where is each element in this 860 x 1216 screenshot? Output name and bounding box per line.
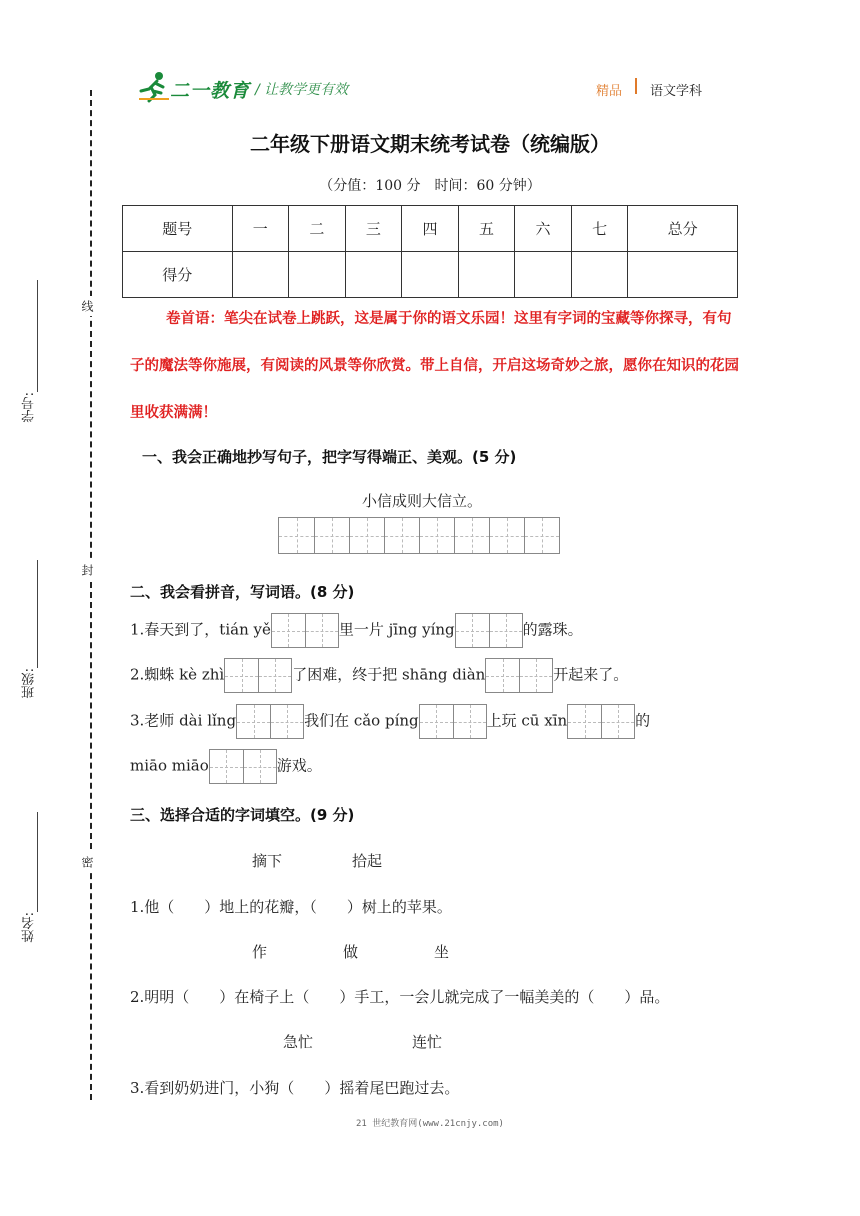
pinyin-question-3-cont (130, 749, 322, 784)
choice-word: 连忙 (412, 1033, 443, 1051)
grid-cell[interactable] (210, 750, 243, 783)
choice-word: 作 (252, 943, 268, 961)
grid-cell[interactable] (420, 705, 453, 738)
choice-word: 拾起 (352, 852, 383, 870)
grid-cell[interactable] (237, 705, 270, 738)
section2-heading: 二、我会看拼音，写词语。(8 分) (130, 583, 355, 601)
class-line[interactable] (37, 560, 38, 668)
choice-word: 做 (343, 943, 359, 961)
class-label: 班级: (22, 668, 37, 699)
section1-heading: 一、我会正确地抄写句子，把字写得端正、美观。(5 分) (142, 448, 517, 466)
grid-cell[interactable] (258, 659, 291, 692)
q1-part: 1.春天到了，tián yě (130, 620, 271, 639)
grid-cell[interactable] (314, 518, 349, 553)
name-line[interactable] (37, 812, 38, 912)
q3-part: 的 (635, 711, 651, 730)
answer-grid[interactable] (567, 704, 635, 739)
score-table-score-row (123, 252, 738, 298)
tag-subject: 语文学科 (650, 84, 703, 99)
answer-grid[interactable] (485, 658, 553, 693)
pinyin-question-2 (130, 658, 628, 693)
answer-grid[interactable] (271, 613, 339, 648)
binding-mark-feng: 封 (79, 560, 96, 580)
grid-cell[interactable] (225, 659, 258, 692)
score-row-label: 得分 (123, 252, 233, 298)
grid-cell[interactable] (272, 614, 305, 647)
pinyin-question-3 (130, 704, 650, 739)
score-cell: 六 (515, 206, 572, 252)
student-id-label: 学号: (22, 392, 37, 423)
section3-heading: 三、选择合适的字词填空。(9 分) (130, 806, 355, 824)
answer-grid[interactable] (209, 749, 277, 784)
q3-part: 上玩 cū xīn (486, 711, 568, 730)
grid-cell[interactable] (456, 614, 489, 647)
answer-grid[interactable] (236, 704, 304, 739)
q3b-part: 游戏。 (276, 756, 322, 775)
grid-cell[interactable] (489, 614, 522, 647)
score-cell: 七 (571, 206, 628, 252)
fill-question-1: 1.他（ ）地上的花瓣，（ ）树上的苹果。 (130, 898, 452, 916)
q2-part: 开起来了。 (553, 665, 629, 684)
score-input-cell[interactable] (515, 252, 572, 298)
score-cell: 题号 (123, 206, 233, 252)
grid-cell[interactable] (454, 518, 489, 553)
intro-text (130, 296, 740, 437)
grid-cell[interactable] (279, 518, 314, 553)
grid-cell[interactable] (419, 518, 454, 553)
score-input-cell[interactable] (289, 252, 346, 298)
logo-text: 二一教育 (170, 80, 251, 102)
answer-grid[interactable] (224, 658, 292, 693)
grid-cell[interactable] (489, 518, 524, 553)
score-input-cell[interactable] (458, 252, 515, 298)
binding-mark-xian: 线 (79, 296, 96, 316)
page-footer: 21 世纪教育网(www.21cnjy.com) (356, 1119, 504, 1129)
q3b-part: miāo miāo (130, 756, 209, 775)
score-input-cell[interactable] (232, 252, 289, 298)
score-table (122, 205, 738, 298)
page-title: 二年级下册语文期末统考试卷（统编版） (250, 132, 610, 156)
intro-body: 卷首语：笔尖在试卷上跳跃，这是属于你的语文乐园！这里有字词的宝藏等你探寻，有句子的魔法等你施展，有阅读的风景等你欣赏。带上自信，开启这场奇妙之旅，愿你在知识的花园里收获满满！ (130, 311, 739, 421)
binding-mark-mi: 密 (79, 852, 96, 872)
grid-cell[interactable] (524, 518, 559, 553)
fill-question-3: 3.看到奶奶进门，小狗（ ）摇着尾巴跑过去。 (130, 1079, 460, 1097)
fill-question-2: 2.明明（ ）在椅子上（ ）手工，一会儿就完成了一幅美美的（ ）品。 (130, 988, 670, 1006)
score-table-header-row (123, 206, 738, 252)
tag-divider (635, 78, 637, 94)
answer-grid[interactable] (455, 613, 523, 648)
q3-part: 3.老师 dài lǐng (130, 711, 237, 730)
runner-logo-icon (137, 71, 171, 103)
copy-sentence: 小信成则大信立。 (362, 492, 483, 510)
choice-word: 急忙 (283, 1033, 314, 1051)
student-id-line[interactable] (37, 280, 38, 392)
pinyin-question-1 (130, 613, 583, 648)
score-input-cell[interactable] (345, 252, 402, 298)
score-cell: 四 (402, 206, 459, 252)
score-cell: 五 (458, 206, 515, 252)
q1-part: 里一片 jīng yíng (338, 620, 455, 639)
score-input-cell[interactable] (571, 252, 628, 298)
grid-cell[interactable] (384, 518, 419, 553)
choice-word: 摘下 (252, 852, 283, 870)
grid-cell[interactable] (568, 705, 601, 738)
score-input-cell[interactable] (628, 252, 738, 298)
answer-grid[interactable] (419, 704, 487, 739)
score-input-cell[interactable] (402, 252, 459, 298)
copy-writing-grid[interactable] (278, 517, 560, 554)
slogan: / 让教学更有效 (255, 82, 349, 98)
grid-cell[interactable] (486, 659, 519, 692)
score-cell: 三 (345, 206, 402, 252)
choice-word: 坐 (434, 943, 450, 961)
tag-quality: 精品 (596, 84, 623, 99)
name-label: 姓名: (22, 912, 37, 943)
binding-dashed-line (90, 90, 92, 1100)
grid-cell[interactable] (243, 750, 276, 783)
grid-cell[interactable] (270, 705, 303, 738)
score-cell: 总分 (628, 206, 738, 252)
q3-part: 我们在 cǎo píng (304, 711, 419, 730)
grid-cell[interactable] (453, 705, 486, 738)
score-cell: 二 (289, 206, 346, 252)
page-subtitle: （分值：100 分 时间：60 分钟） (319, 178, 541, 194)
q2-part: 了困难，终于把 shāng diàn (292, 665, 486, 684)
q1-part: 的露珠。 (522, 620, 583, 639)
grid-cell[interactable] (349, 518, 384, 553)
grid-cell[interactable] (519, 659, 552, 692)
grid-cell[interactable] (305, 614, 338, 647)
q2-part: 2.蜘蛛 kè zhì (130, 665, 225, 684)
grid-cell[interactable] (601, 705, 634, 738)
score-cell: 一 (232, 206, 289, 252)
